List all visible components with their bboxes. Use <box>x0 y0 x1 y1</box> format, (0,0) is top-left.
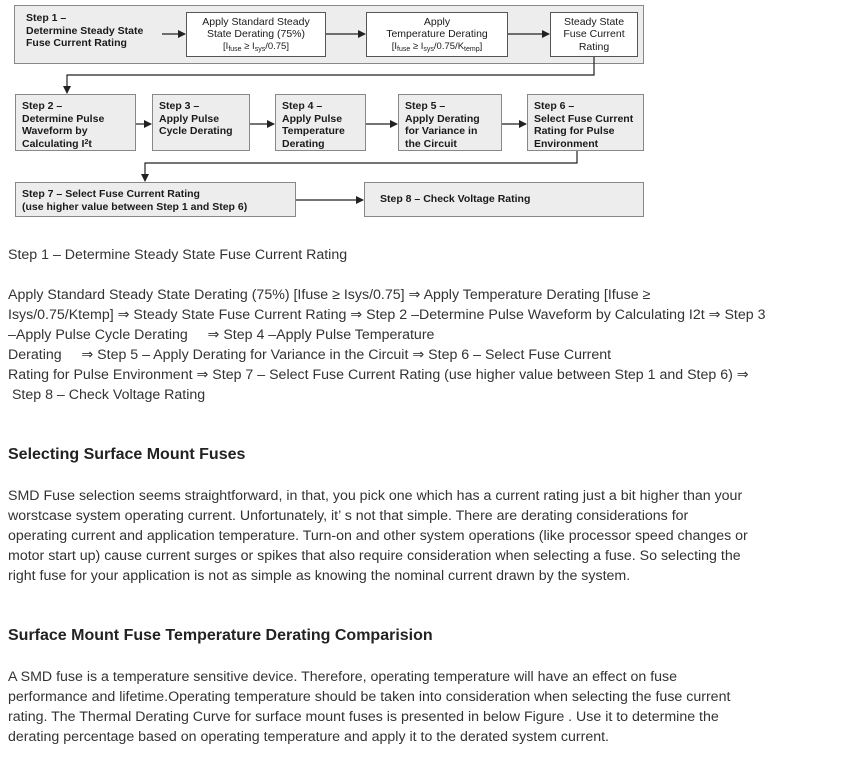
step1-text <box>8 245 838 265</box>
flowchart-connectors <box>0 0 849 222</box>
step1-sentence: Step 1 – Determine Steady State Fuse Current Rating <box>8 247 348 263</box>
paragraph-line: motor start up) cause current surges or spikes that also require consideration when selecting a fuse. So selecting the <box>8 548 741 564</box>
step3-line1: Apply Pulse <box>159 112 220 125</box>
sequence-text <box>8 285 838 405</box>
section-selecting <box>8 445 838 465</box>
step7-line2: (use higher value between Step 1 and Step 6) <box>22 200 248 213</box>
step3-line2: Cycle Derating <box>159 125 233 137</box>
derating75-formula: $[I_{fuse} \ge I_{sys}/0.75]$ <box>223 40 289 53</box>
derating75-line2: State Derating (75%) <box>206 28 306 41</box>
sequence-line: –Apply Pulse Cycle Derating ⇒ Step 4 –Apply Pulse Temperature <box>8 327 435 343</box>
step1-desc-1: Determine Steady State <box>26 24 144 37</box>
temp-derating-formula: $[I_{fuse} \ge I_{sys}/0.75/K_{temp}]$ <box>391 40 483 53</box>
paragraph-line: worstcase system operating current. Unfortunately, it’ s not that simple. There are derating considerations for <box>8 508 689 524</box>
paragraph-line: A SMD fuse is a temperature sensitive device. Therefore, operating temperature will have an effect on fuse <box>8 669 678 685</box>
sequence-line: Derating ⇒ Step 5 – Apply Derating for Variance in the Circuit ⇒ Step 6 – Select Fuse Current <box>8 347 612 363</box>
heading-selecting-smd-fuses: Selecting Surface Mount Fuses <box>8 446 246 463</box>
step2-line3: Calculating $I^2t$ <box>22 137 92 150</box>
step6-line1: Select Fuse Current <box>534 112 634 125</box>
heading-temperature-derating: Surface Mount Fuse Temperature Derating Comparision <box>8 627 433 644</box>
sequence-line: Isys/0.75/Ktemp] ⇒ Steady State Fuse Current Rating ⇒ Step 2 –Determine Pulse Waveform by Calculating I2t ⇒ Step 3 <box>8 307 766 323</box>
step3-title: Step 3 – <box>159 100 200 112</box>
fuse-selection-flowchart <box>0 0 849 222</box>
paragraph-line: right fuse for your application is not as simple as knowing the nominal current drawn by the system. <box>8 568 631 584</box>
sequence-line: Step 8 – Check Voltage Rating <box>8 387 206 403</box>
section-temperature <box>8 626 838 646</box>
step6-title: Step 6 – <box>534 100 575 112</box>
paragraph-line: operating current and application temperature. Turn-on and other system operations (like processor speed changes or <box>8 528 748 544</box>
step2-title: Step 2 – <box>22 100 63 112</box>
paragraph-line: performance and lifetime.Operating temperature should be taken into consideration when selecting the fuse current <box>8 689 731 705</box>
step5-line1: Apply Derating <box>405 112 480 125</box>
step2-line1: Determine Pulse <box>22 112 105 125</box>
derating75-line1: Apply Standard Steady <box>202 15 310 28</box>
arrow-steady-to-step2 <box>67 57 594 93</box>
paragraph-selecting <box>8 486 838 586</box>
arrow-step6-to-step7 <box>145 151 577 181</box>
sequence-line: Apply Standard Steady State Derating (75%) [Ifuse ≥ Isys/0.75] ⇒ Apply Temperature Derating [Ifuse ≥ <box>8 287 651 303</box>
step4-line2: Temperature <box>282 125 345 137</box>
step1-desc-2: Fuse Current Rating <box>26 37 127 49</box>
step5-line3: the Circuit <box>405 137 457 150</box>
step2-line2: Waveform by <box>22 125 88 137</box>
paragraph-line: derating percentage based on operating temperature and apply it to the derated system current. <box>8 729 609 745</box>
step4-line1: Apply Pulse <box>282 112 343 125</box>
temp-derating-line1: Apply <box>423 15 451 28</box>
step5-title: Step 5 – <box>405 100 446 112</box>
step6-line2: Rating for Pulse <box>534 125 615 137</box>
step4-line3: Derating <box>282 137 325 150</box>
steady-rating-line3: Rating <box>578 40 610 53</box>
step1-title: Step 1 – <box>26 12 67 24</box>
step6-line3: Environment <box>534 137 599 150</box>
paragraph-temperature <box>8 667 838 747</box>
paragraph-line: rating. The Thermal Derating Curve for surface mount fuses is presented in below Figure . Use it to determine the <box>8 709 719 725</box>
step4-title: Step 4 – <box>282 100 323 112</box>
temp-derating-line2: Temperature Derating <box>386 28 488 41</box>
steady-rating-line2: Fuse Current <box>563 28 625 41</box>
steady-rating-line1: Steady State <box>563 15 625 28</box>
sequence-line: Rating for Pulse Environment ⇒ Step 7 – Select Fuse Current Rating (use higher value between Step 1 and Step 6) ⇒ <box>8 367 749 383</box>
paragraph-line: SMD Fuse selection seems straightforward, in that, you pick one which has a current rating just a bit higher than your <box>8 488 743 504</box>
step7-line1: Step 7 – Select Fuse Current Rating <box>22 188 200 200</box>
step8-line1: Step 8 – Check Voltage Rating <box>380 193 531 206</box>
step5-line2: for Variance in <box>405 125 478 137</box>
